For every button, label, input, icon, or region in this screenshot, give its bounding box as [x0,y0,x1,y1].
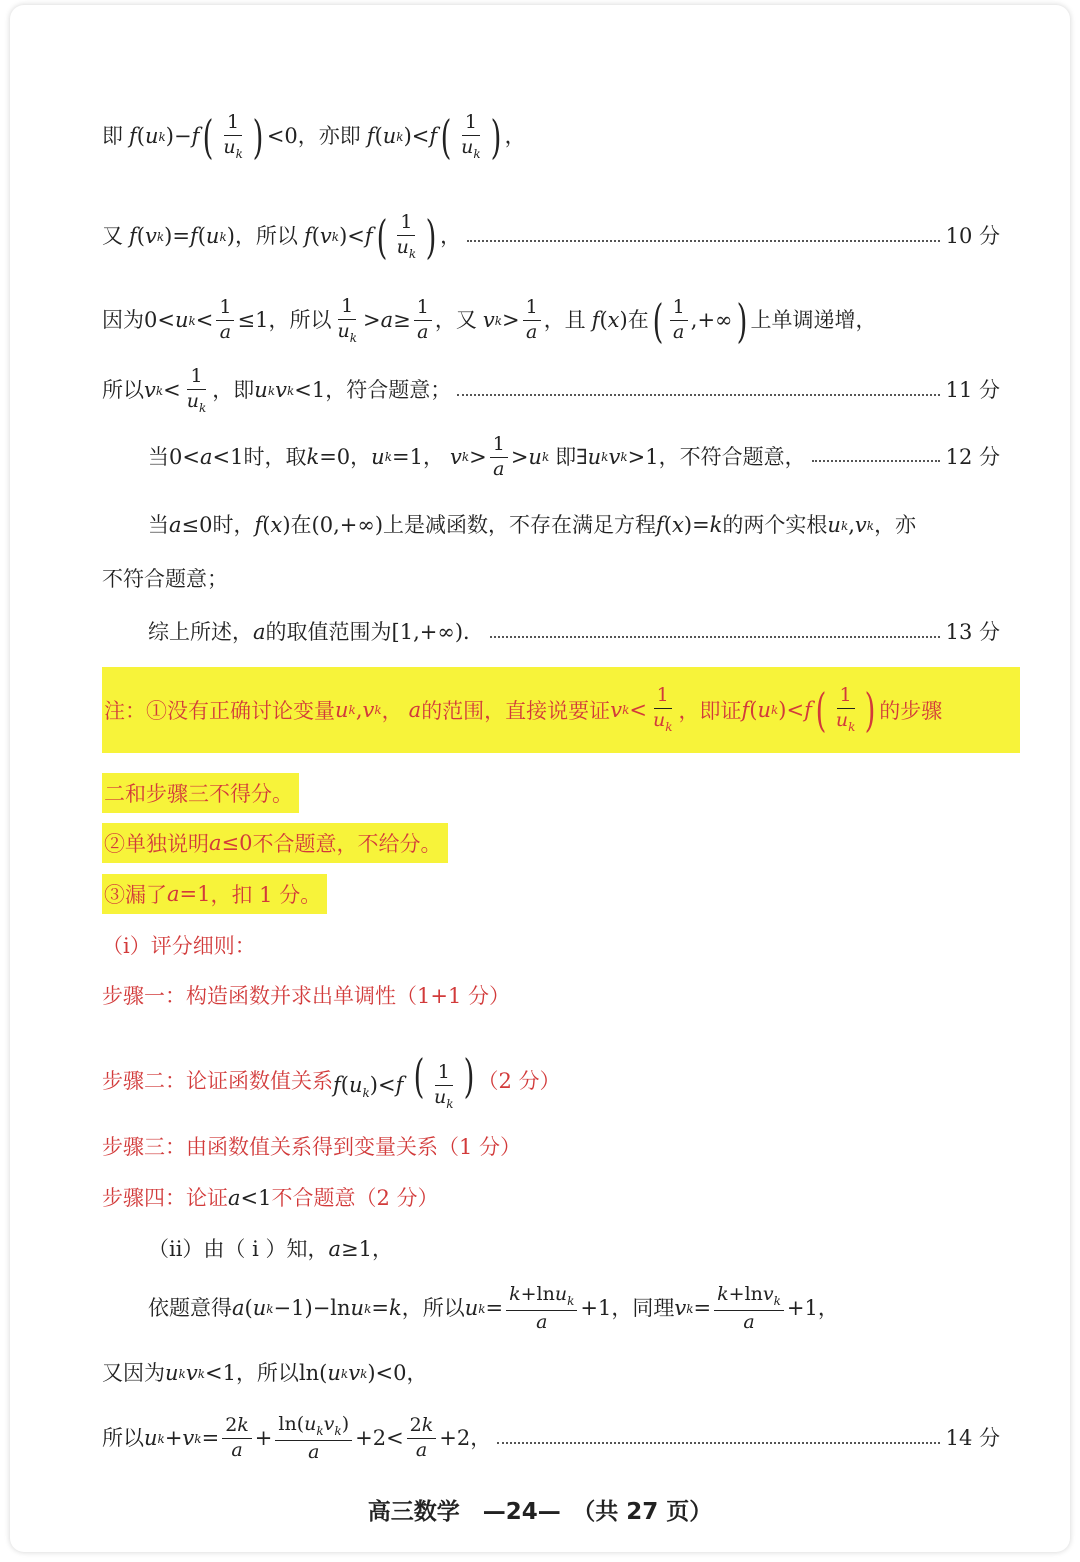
line-5: 当 0< a <1 时，取 k =0 ， u k =1， v k > $\frac{1}{a}$ > u k 即 ∃ u k v k >1 ，不符合题意， 12 分 [148,433,1000,480]
text: 当 [148,513,169,537]
text: 步骤一：构造函数并求出单调性（1+1 分） [102,984,510,1008]
score-label: 11 分 [945,378,1000,403]
text: ，所以 [234,224,298,249]
text: ，同理 [611,1296,675,1321]
text: ，符合题意； [325,378,452,403]
text: ②单独说明 [104,832,209,856]
text: 在 [290,513,312,537]
text: 步骤二：论证函数值关系 [102,1069,333,1094]
text: 因为 [102,308,144,333]
text: 注：①没有正确讨论变量 [104,699,335,723]
text: 步骤三：由函数值关系得到变量关系（1 分） [102,1135,522,1159]
text: ， [470,1426,492,1451]
text: 的取值范围为 [265,620,392,644]
line-8: 综上所述， a 的取值范围为 [1,+∞) ． 13 分 [148,620,1000,644]
text: （i）评分细则： [102,934,256,958]
text: （ii）由（ i ）知， [148,1237,329,1261]
text: 在 [627,308,649,333]
document-page [10,5,1070,1552]
text: ③漏了 [104,883,167,907]
text: ． [463,620,485,644]
text: 不符合题意； [102,567,228,591]
page-footer: 高三数学 —24— （共 27 页） [367,1499,713,1525]
score-label: 13 分 [945,620,1000,644]
text: ，不符合题意， [658,444,806,469]
text: 即 [555,444,577,469]
text: 时， [212,513,255,537]
rubric-step-2: 步骤二：论证函数值关系 $f(u_k)<f$ ( $\frac{1}{u_k}$ ) （2 分） [102,1049,561,1111]
text: 又 [102,224,123,249]
part2-line-4: 所以 u k + v k = $\frac{2k}{a}$ + $\frac{\ln(u_kv_k)}{a}$ +2< $\frac{2k}{a}$ +2 ， 14 分 [102,1413,1000,1463]
note-2 [102,773,299,813]
text: ，扣 1 分。 [210,883,322,907]
text: （2 分） [477,1069,561,1094]
rubric-step-3 [102,1137,1000,1158]
line-2: 又 f ( v k )= f ( u k ) ，所以 f ( v k )< f ( $\frac{1}{u_k}$ ) ， 10 分 [102,209,1000,264]
text: 依题意得 [148,1296,232,1321]
text: ，又 [434,308,477,333]
score-label: 12 分 [945,444,1000,469]
text: 即 [102,124,123,149]
text: ， [817,1296,839,1321]
part2-line-2: 依题意得 a ( u k −1)−ln u k = k ，所以 u k = $\frac{k+\ln u_k}{a}$ +1 ，同理 v k = $\frac{k+\ln v_k}{a}$ +1 ， [148,1283,839,1333]
text: 上是减函数，不存在满足方程 [383,513,657,537]
text: 综上所述， [148,620,253,644]
text: ，亦即 [297,124,361,149]
text: ， [406,1361,428,1385]
text: ，所以 [268,308,332,333]
score-label: 14 分 [945,1426,1000,1451]
part2-line-3: 又因为 u k v k <1 ，所以 ln( u k v k )<0 ， [102,1361,428,1385]
text: ， [381,699,403,723]
part2-line-1: （ii）由（ i ）知， a ≥1 ， [148,1237,393,1261]
text: ，所以 [401,1296,465,1321]
note-4: ③漏了 a =1 ，扣 1 分。 [102,874,327,914]
text: 所以 [102,1426,144,1451]
text: 当 [148,444,169,469]
text: 又因为 [102,1361,165,1385]
rubric-step-1 [102,986,1000,1007]
text: ，即证 [678,699,742,723]
text: ，且 [543,308,586,333]
text: 所以 [102,378,144,403]
text: ， [504,124,526,149]
line-6: 当 a ≤0 时， f ( x ) 在 (0,+∞) 上是减函数，不存在满足方程 f ( x )= k 的两个实根 u k , v k ，亦 [148,513,917,537]
line-7 [102,569,1000,590]
text: 的步骤 [879,699,943,723]
note-1: 注：①没有正确讨论变量 u k , v k ， a 的范围，直接说要证 v k < $\frac{1}{u_k}$ ，即证 f ( u k )< f ( $\frac{1}{u_k}$ ) 的步骤 [102,667,1020,753]
text: 不合题意，不给分。 [252,832,442,856]
text: 步骤四：论证 [102,1186,228,1210]
text: ， [440,224,462,249]
text: 的范围，直接说要证 [421,699,611,723]
text: 不合题意（2 分） [271,1186,439,1210]
line-1: 即 f ( u k )− f ( $\frac{1}{u_k}$ ) <0 ，亦即 f ( u k )< f ( $\frac{1}{u_k}$ ) ， [102,109,526,164]
text: 时，取 [243,444,307,469]
text: ， [372,1237,393,1261]
text: 的两个实根 [722,513,828,537]
line-3: 因为 0< u k < $\frac{1}{a}$ ≤1 ，所以 $\frac{1}{u_k}$ > a ≥ $\frac{1}{a}$ ，又 v k > $\frac{1}{a}$ ，且 f ( x ) 在 ( $\frac{1}{a}$ ,+∞ ) 上单调递增， [102,293,877,348]
text: ，亦 [874,513,917,537]
text: 上单调递增， [750,308,877,333]
rubric-step-4: 步骤四：论证 a<1 不合题意（2 分） [102,1186,439,1210]
line-4: 所以 v k < $\frac{1}{u_k}$ ，即 u k v k <1 ，符合题意； 11 分 [102,365,1000,415]
text: 二和步骤三不得分。 [104,782,293,806]
rubric-title [102,936,1000,957]
text: ，所以 [235,1361,299,1385]
note-3: ②单独说明 a ≤0 不合题意，不给分。 [102,823,448,863]
text: ， [350,444,372,469]
score-label: 10 分 [945,224,1000,249]
text: ，即 [212,378,255,403]
